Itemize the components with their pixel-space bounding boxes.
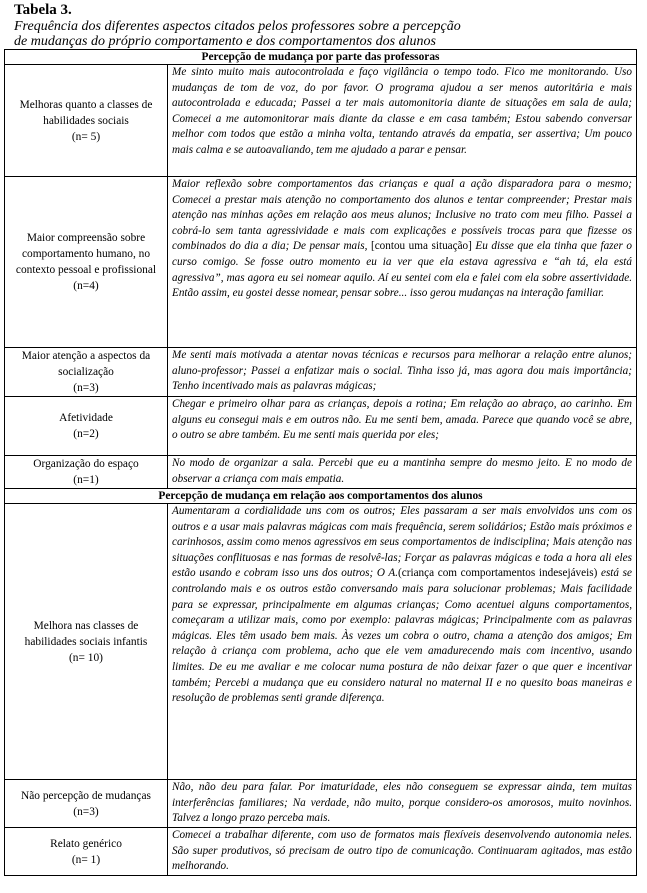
category-cell bbox=[5, 504, 168, 780]
category-cell bbox=[5, 780, 168, 828]
quote-cell bbox=[168, 504, 637, 780]
category-count: (n=3) bbox=[73, 805, 99, 818]
results-table bbox=[4, 49, 637, 876]
category-count: (n=3) bbox=[73, 382, 99, 394]
quote-text-cont: Eu disse que ela tinha que fazer o curso comigo. Se fosse outro momento eu ia ver que ela estava agressiva e “ah tá, ela está agressiva”, mas agora eu sei nomear aquilo. Aí eu sentei com ela e falei com ela sobre assertividade. Então assim, eu gostei desse nomear, pensar sobre... isso gerou mudanças na interação familiar. bbox=[172, 240, 632, 300]
table-caption-line1: Frequência dos diferentes aspectos citados pelos professores sobre a percepção bbox=[14, 19, 461, 34]
category-cell bbox=[5, 456, 168, 489]
section-heading: Percepção de mudança em relação aos comportamentos dos alunos bbox=[5, 489, 637, 504]
quote-cell: Me senti mais motivada a atentar novas técnicas e recursos para melhorar a relação entre alunos; aluno-professor; Passei a enfatizar mais o social. Tinha isso já, mas agora dou mais importância; Tenho incentivado mais as palavras mágicas; bbox=[168, 348, 637, 397]
category-count: (n=4) bbox=[73, 280, 99, 292]
quote-text-cont: está se controlando mais e os outros estão conversando mais para solucionar problemas; Mais facilidade para se expressar, principalmente em algumas crianças; Como acentuei alguns comportamentos, começaram a utilizar mais, como por exemplo: palavras mágicas; Principalmente com as palavras mágicas. Eles têm usado bem mais. Às vezes um cobra o outro, chama a atenção dos amigos; Em relação à criança com problema, acho que ele vem amadurecendo mais com incentivo, usando limites. De eu me avaliar e me colocar numa postura de não deixar fazer o que quer e incentivar também; Percebi a mudança que eu considero natural no maternal II e no quesito boas maneiras e resolução de problemas senti grande diferença. bbox=[172, 567, 632, 705]
table-row bbox=[5, 177, 637, 348]
category-cell bbox=[5, 828, 168, 876]
category-label: Melhora nas classes de habilidades sociais infantis bbox=[24, 619, 148, 648]
table-row bbox=[5, 780, 637, 828]
category-cell bbox=[5, 65, 168, 177]
quote-cell: Me sinto muito mais autocontrolada e faço vigilância o tempo todo. Fico me monitorando. Uso mudanças de tom de voz, do por favor. O programa ajudou a ser menos autoritária e mais autocontrolada e educada; Passei a ter mais automonitoria diante de situações em sala de aula; Comecei a me automonitorar mais diante da classe e em casa também; Estou sabendo conversar melhor com todos que estão a minha volta, tentando através da empatia, ser assertiva; Um pouco mais calma e se autoavaliando, tem me ajudado a parar e pensar. bbox=[168, 65, 637, 177]
category-count: (n= 1) bbox=[71, 853, 101, 866]
table-row bbox=[5, 456, 637, 489]
category-cell bbox=[5, 397, 168, 456]
section-heading-row bbox=[5, 489, 637, 504]
category-label: Relato genérico bbox=[50, 837, 122, 850]
quote-cell: No modo de organizar a sala. Percebi que eu a mantinha sempre do mesmo jeito. E no modo de observar a criança com mais empatia. bbox=[168, 456, 637, 489]
category-cell bbox=[5, 348, 168, 397]
table-row bbox=[5, 65, 637, 177]
quote-aside: [contou uma situação] bbox=[367, 240, 472, 253]
quote-cell: Não, não deu para falar. Por imaturidade, eles não conseguem se expressar ainda, tem muitas interferências familiares; Na verdade, não muito, porque considero-os amorosos, muito novinhos. Talvez a longo prazo perceba mais. bbox=[168, 780, 637, 828]
table-caption-line2: de mudanças do próprio comportamento e dos comportamentos dos alunos bbox=[14, 34, 436, 49]
quote-text: Aumentaram a cordialidade uns com os outros; Eles passaram a ser mais envolvidos uns com os outros e a usar mais palavras mágicas com mais frequência, serem solidários; Estão mais próximos e carinhosos, assim como menos agressivos em seus comportamentos de indisciplina; Mais atenção nas situações conflituosas e nas formas de resolvê-las; Forçar as palavras mágicas e toda a hora ali eles estão usando e cobram isso uns dos outros; O A. bbox=[172, 505, 632, 580]
section-heading: Percepção de mudança por parte das professoras bbox=[5, 50, 637, 65]
category-count: (n=1) bbox=[73, 474, 99, 486]
table-row bbox=[5, 828, 637, 876]
quote-text: Maior reflexão sobre comportamentos das crianças e qual a ação disparadora para o mesmo; Comecei a prestar mais atenção no comportamento dos alunos e tentar compreender; Prestar mais atenção nas minhas ações em relação aos meus alunos; Inclusive no trato com meu filho. Passei a cobrá-lo sem tanta agressividade e mais com explicações e possíveis trocas para que fizesse os combinados do dia a dia; De pensar mais, bbox=[172, 178, 632, 253]
quote-cell: Comecei a trabalhar diferente, com uso de formatos mais flexíveis desenvolvendo autonomia neles. São super produtivos, só precisam de outro tipo de comunicação. Continuaram agitados, mas estão melhorando. bbox=[168, 828, 637, 876]
table-row bbox=[5, 504, 637, 780]
table-row bbox=[5, 397, 637, 456]
category-count: (n=2) bbox=[73, 428, 99, 440]
quote-cell: Chegar e primeiro olhar para as crianças, depois a rotina; Em relação ao abraço, ao carinho. Em alguns eu consegui mais e em outros não. Eu me senti bem, amada. Parece que quando você se abre, o outro se abre também. Eu me senti mais querida por eles; bbox=[168, 397, 637, 456]
quote-cell bbox=[168, 177, 637, 348]
category-label: Não percepção de mudanças bbox=[21, 789, 151, 802]
category-label: Maior atenção a aspectos da socialização bbox=[21, 350, 151, 378]
category-label: Maior compreensão sobre comportamento humano, no contexto pessoal e profissional bbox=[15, 232, 157, 276]
category-count: (n= 5) bbox=[71, 130, 101, 143]
category-label: Organização do espaço bbox=[33, 458, 139, 470]
section-heading-row bbox=[5, 50, 637, 65]
category-label: Melhoras quanto a classes de habilidades sociais bbox=[19, 98, 153, 127]
category-count: (n= 10) bbox=[69, 651, 103, 664]
table-row bbox=[5, 348, 637, 397]
category-label: Afetividade bbox=[59, 412, 113, 424]
table-label: Tabela 3. bbox=[14, 2, 72, 18]
category-cell bbox=[5, 177, 168, 348]
quote-aside: (criança com comportamentos indesejáveis) bbox=[398, 567, 598, 580]
